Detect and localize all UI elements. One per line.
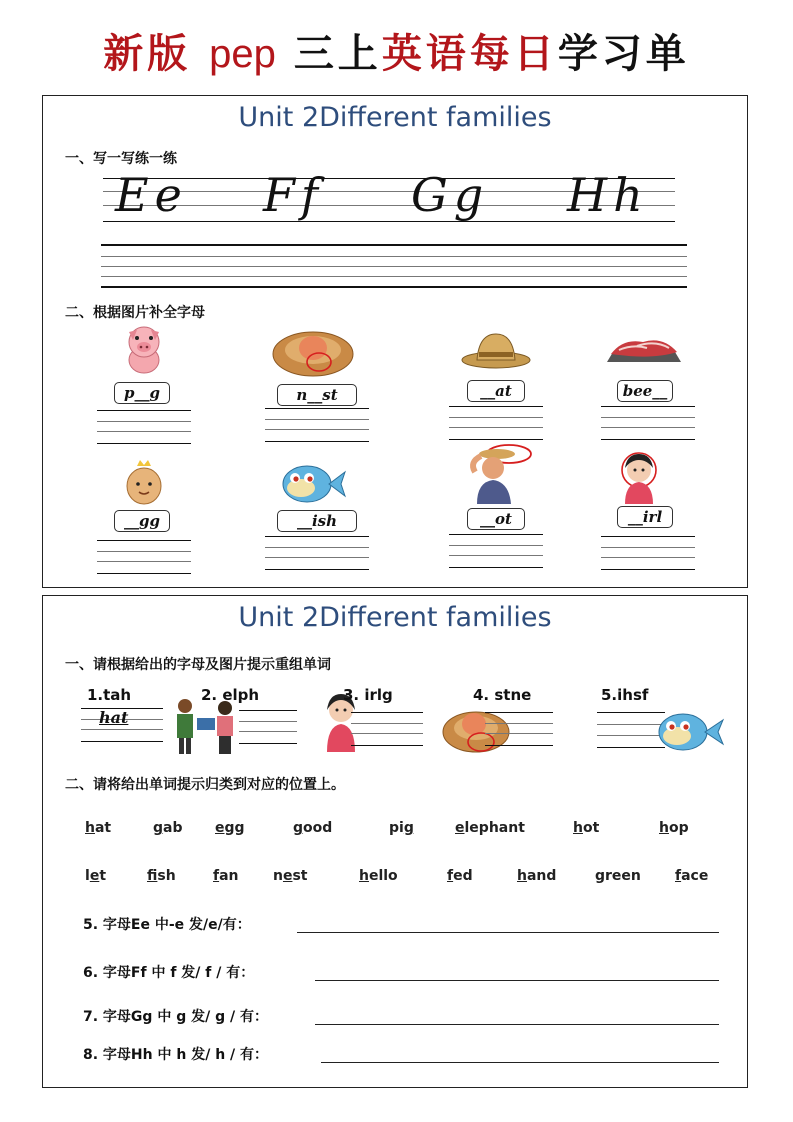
word-hello: hello [359, 868, 398, 884]
scramble-label-1: 1.tah [87, 686, 132, 704]
title-part-2: pep [209, 32, 276, 76]
sort-answer-line-h[interactable] [321, 1062, 719, 1063]
letter-hh: Hh [567, 168, 649, 222]
hot-man-icon [463, 442, 535, 506]
fill-label-pig: p__g [114, 382, 170, 404]
writing-practice-lines[interactable] [101, 244, 687, 288]
scramble-label-4: 4. stne [473, 686, 532, 704]
scramble-answer-4[interactable] [485, 712, 553, 746]
fill-label-egg: __gg [114, 510, 170, 532]
word-pig: pig [389, 820, 414, 836]
fill-label-hat: __at [467, 380, 525, 402]
fish-icon [655, 706, 725, 756]
title-part-3: 三上 [293, 30, 382, 77]
title-part-1: 新版 [103, 30, 192, 77]
word-hot: hot [573, 820, 600, 836]
word-gab: gab [153, 820, 183, 836]
word-good: good [293, 820, 333, 836]
unit-title: Unit 2Different families [238, 102, 552, 133]
letter-ff: Ff [263, 168, 324, 222]
sort-prompt-f: 6. 字母Ff 中 f 发/ f / 有： [83, 965, 255, 981]
fish-icon [279, 458, 347, 506]
scramble-label-5: 5.ihsf [601, 686, 649, 704]
answer-box-fish[interactable] [265, 536, 369, 570]
word-hat: hat [85, 820, 112, 836]
girl-icon [613, 450, 665, 506]
answer-box-hat[interactable] [449, 406, 543, 440]
fill-label-fish: __ish [277, 510, 357, 532]
answer-box-pig[interactable] [97, 410, 191, 444]
scramble-answer-3[interactable] [351, 712, 423, 746]
section-heading-reorder: 一、请根据给出的字母及图片提示重组单词 [65, 657, 331, 673]
word-face: face [675, 868, 709, 884]
page-title [0, 22, 793, 79]
fill-label-hot: __ot [467, 508, 525, 530]
scramble-label-3: 3. irlg [343, 686, 393, 704]
word-elephant: elephant [455, 820, 525, 836]
word-fish: fish [147, 868, 176, 884]
scramble-label-2: 2. elph [201, 686, 260, 704]
sort-answer-line-e[interactable] [297, 932, 719, 933]
unit-title: Unit 2Different families [238, 602, 552, 633]
sort-prompt-h: 8. 字母Hh 中 h 发/ h / 有： [83, 1047, 269, 1063]
word-green: green [595, 868, 641, 884]
title-part-4: 英语每日 [381, 30, 558, 77]
word-fan: fan [213, 868, 239, 884]
scramble-answer-text-1: hat [99, 708, 129, 727]
word-hop: hop [659, 820, 689, 836]
letter-gg: Gg [411, 168, 490, 222]
word-fed: fed [447, 868, 473, 884]
sort-answer-line-f[interactable] [315, 980, 719, 981]
sort-prompt-g: 7. 字母Gg 中 g 发/ g / 有： [83, 1009, 268, 1025]
section-heading-write: 一、写一写练一练 [65, 151, 177, 167]
answer-box-nest[interactable] [265, 408, 369, 442]
word-hand: hand [517, 868, 557, 884]
title-part-5: 学习单 [557, 30, 690, 77]
answer-box-egg[interactable] [97, 540, 191, 574]
fill-label-beef: bee__ [617, 380, 673, 402]
scramble-answer-2[interactable] [239, 710, 297, 744]
beef-icon [603, 334, 685, 366]
fill-label-girl: __irl [617, 506, 673, 528]
nest-icon [271, 324, 355, 378]
word-egg: egg [215, 820, 245, 836]
letter-ee: Ee [115, 168, 188, 222]
section-heading-complete: 二、根据图片补全字母 [65, 305, 205, 321]
word-nest: nest [273, 868, 308, 884]
worksheet-card-1 [42, 95, 748, 588]
hat-icon [459, 328, 533, 370]
worksheet-card-2 [42, 595, 748, 1088]
pig-icon [119, 324, 169, 376]
answer-box-hot[interactable] [449, 534, 543, 568]
answer-box-beef[interactable] [601, 406, 695, 440]
fill-label-nest: n__st [277, 384, 357, 406]
word-let: let [85, 868, 107, 884]
egg-icon [123, 458, 165, 506]
section-heading-sort: 二、请将给出单词提示归类到对应的位置上。 [65, 777, 345, 793]
sort-prompt-e: 5. 字母Ee 中-e 发/e/有： [83, 917, 251, 933]
sort-answer-line-g[interactable] [315, 1024, 719, 1025]
answer-box-girl[interactable] [601, 536, 695, 570]
